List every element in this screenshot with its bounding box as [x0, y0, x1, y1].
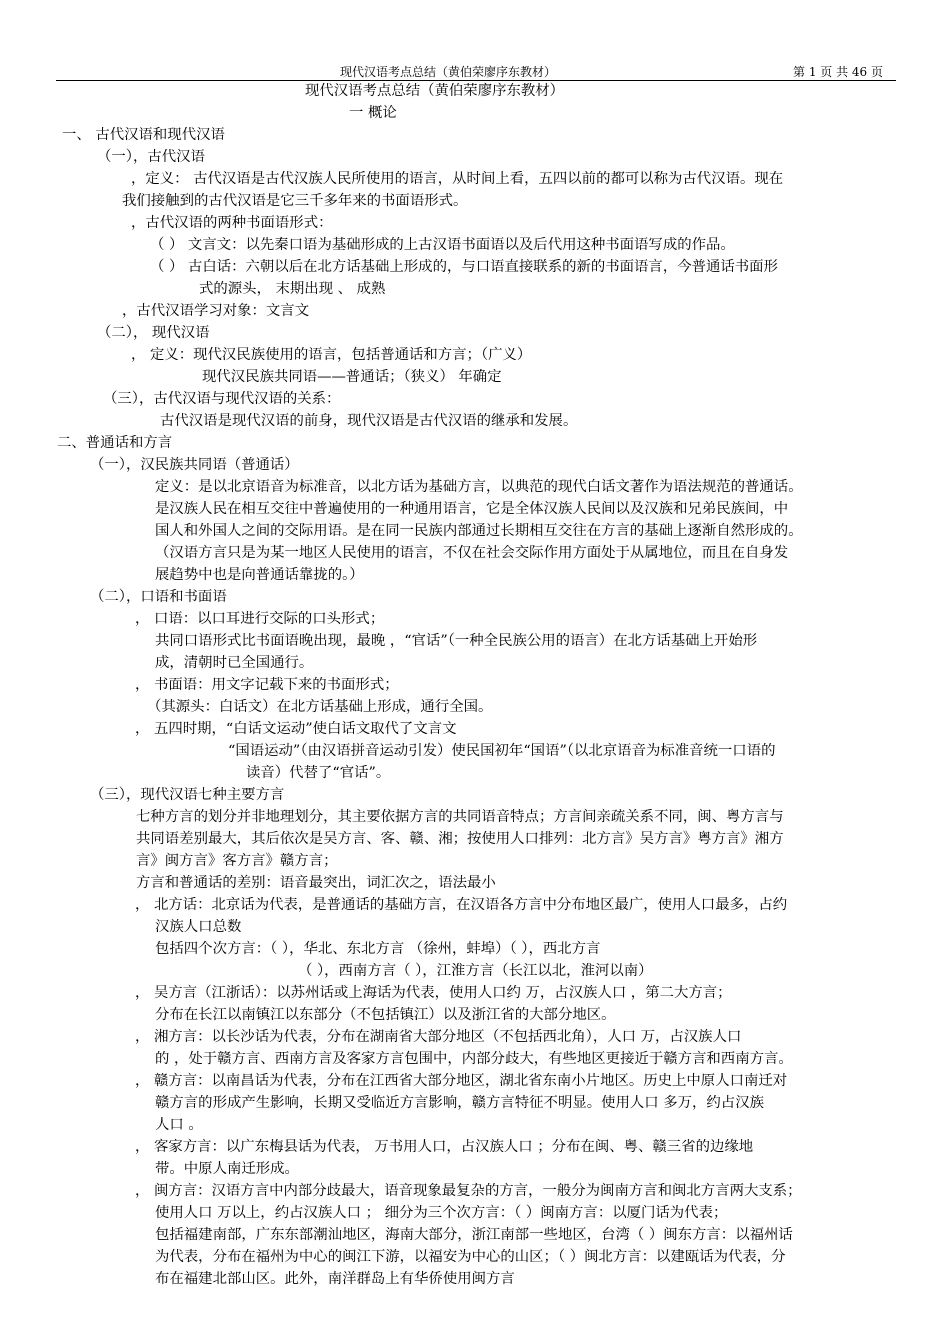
text-line: 为代表，分布在福州为中心的闽江下游，以福安为中心的山区；（ ）闽北方言：以建瓯话为代表，分 [155, 1249, 786, 1265]
text-line: 定义：是以北京语音为标准音，以北方话为基础方言，以典范的现代白话文著作为语法规范的普通话。 [155, 479, 803, 495]
text-line: ， 书面语：用文字记载下来的书面形式； [135, 677, 399, 693]
text-line: 人口 。 [155, 1117, 203, 1133]
text-line: ， 闽方言：汉语方言中内部分歧最大，语音现象最复杂的方言，一般分为闽南方言和闽北方言两大支系； [135, 1183, 802, 1199]
text-line: 分布在长江以南镇江以东部分（不包括镇江）以及浙江省的大部分地区。 [155, 1007, 616, 1023]
text-line: 国人和外国人之间的交际用语。是在同一民族内部通过长期相互交往在方言的基础上逐渐自然形成的。 [155, 523, 803, 539]
section-heading: 一、 古代汉语和现代汉语 [62, 127, 225, 143]
text-line: 共同口语形式比书面语晚出现，最晚 ，“官话”（一种全民族公用的语言）在北方话基础上开始形 [155, 633, 758, 649]
text-line: ， 北方话：北京话为代表，是普通话的基础方言，在汉语各方言中分布地区最广，使用人口最多，占约 [135, 897, 788, 913]
text-line: 包括四个次方言：（ ），华北、东北方言 （徐州，蚌埠）（ ），西北方言 [155, 941, 601, 957]
text-line: 带。中原人南迁形成。 [155, 1161, 299, 1177]
text-line: ， 湘方言：以长沙话为代表，分布在湖南省大部分地区（不包括西北角），人口 万，占汉族人口 [135, 1029, 742, 1045]
subsection-heading: （三），古代汉语与现代汉语的关系： [103, 391, 341, 407]
text-line: 布在福建北部山区。此外，南洋群岛上有华侨使用闽方言 [155, 1271, 515, 1287]
subsection-heading: （一），汉民族共同语（普通话） [90, 457, 299, 473]
text-line: 古代汉语是现代汉语的前身，现代汉语是古代汉语的继承和发展。 [160, 413, 578, 429]
text-line: ，定义： 古代汉语是古代汉族人民所使用的语言，从时间上看，五四以前的都可以称为古代汉语。现在 [131, 171, 784, 187]
subsection-heading: （二），口语和书面语 [90, 589, 227, 605]
text-line: 是汉族人民在相互交往中普遍使用的一种通用语言，它是全体汉族人民间以及汉族和兄弟民族间，中 [155, 501, 789, 517]
text-line: 读音）代替了“官话”。 [246, 765, 391, 781]
text-line: ， 吴方言（江浙话）：以苏州话或上海话为代表，使用人口约 万，占汉族人口 ，第二大方言； [135, 985, 732, 1001]
text-line: ，古代汉语的两种书面语形式： [131, 215, 333, 231]
text-line: 共同语差别最大，其后依次是吴方言、客、赣、湘；按使用人口排列：北方言》吴方言》粤方言》湘方 [136, 831, 784, 847]
chapter-heading: 一 概论 [349, 105, 397, 121]
text-line: 方言和普通话的差别：语音最突出，词汇次之，语法最小 [136, 875, 496, 891]
text-line: ， 口语：以口耳进行交际的口头形式； [135, 611, 385, 627]
text-line: 赣方言的形成产生影响，长期又受临近方言影响，赣方言特征不明显。使用人口 多万，约占汉族 [155, 1095, 764, 1111]
header-page-number: 第 1 页 共 46 页 [793, 65, 883, 79]
text-line: 的 ，处于赣方言、西南方言及客家方言包围中，内部分歧大，有些地区更接近于赣方言和西南方言。 [155, 1051, 793, 1067]
text-line: 我们接触到的古代汉语是它三千多年来的书面语形式。 [122, 193, 468, 209]
text-line: （ ） 文言文：以先秦口语为基础形成的上古汉语书面语以及后代用这种书面语写成的作品。 [150, 237, 735, 253]
text-line: ， 客家方言：以广东梅县话为代表， 万书用人口，占汉族人口 ；分布在闽、粤、赣三省的边缘地 [135, 1139, 754, 1155]
page-header [0, 63, 950, 81]
document-title: 现代汉语考点总结（黄伯荣廖序东教材） [305, 83, 565, 99]
text-line: 成，清朝时已全国通行。 [155, 655, 314, 671]
text-line: ， 赣方言：以南昌话为代表，分布在江西省大部分地区，湖北省东南小片地区。历史上中原人口南迁对 [135, 1073, 788, 1089]
header-title: 现代汉语考点总结（黄伯荣廖序东教材） [340, 65, 557, 79]
text-line: 现代汉民族共同语——普通话；（狭义） 年确定 [202, 369, 502, 385]
text-line: （ ），西南方言（ ），江淮方言（长江以北，淮河以南） [298, 963, 653, 979]
text-line: （其源头：白话文）在北方话基础上形成，通行全国。 [147, 699, 493, 715]
text-line: 式的源头， 末期出现 、 成熟 [199, 281, 386, 297]
text-line: （ ） 古白话：六朝以后在北方话基础上形成的，与口语直接联系的新的书面语言，今普通话书面形 [150, 259, 778, 275]
subsection-heading: （一），古代汉语 [97, 149, 205, 165]
text-line: 言》闽方言》客方言》赣方言； [136, 853, 338, 869]
subsection-heading: （三），现代汉语七种主要方言 [90, 787, 285, 803]
text-line: 展趋势中也是向普通话靠拢的。） [155, 567, 364, 583]
section-heading: 二、普通话和方言 [57, 435, 173, 451]
text-line: ， 五四时期，“白话文运动”使白话文取代了文言文 [135, 721, 457, 737]
text-line: 七种方言的划分并非地理划分，其主要依据方言的共同语音特点；方言间亲疏关系不同，闽、粤方言与 [136, 809, 784, 825]
text-line: ， 定义：现代汉民族使用的语言，包括普通话和方言；（广义） [131, 347, 532, 363]
text-line: （汉语方言只是为某一地区人民使用的语言，不仅在社会交际作用方面处于从属地位，而且在自身发 [155, 545, 789, 561]
subsection-heading: （二）， 现代汉语 [97, 325, 210, 341]
text-line: 使用人口 万以上，约占汉族人口 ； 细分为三个次方言：（ ）闽南方言：以厦门话为代表； [155, 1205, 728, 1221]
text-line: 包括福建南部，广东东部潮汕地区，海南大部分，浙江南部一些地区，台湾（ ）闽东方言：以福州话 [155, 1227, 793, 1243]
text-line: 汉族人口总数 [155, 919, 242, 935]
text-line: “国语运动”（由汉语拼音运动引发）使民国初年“国语”（以北京语音为标准音统一口语的 [228, 743, 776, 759]
text-line: ，古代汉语学习对象：文言文 [122, 303, 310, 319]
